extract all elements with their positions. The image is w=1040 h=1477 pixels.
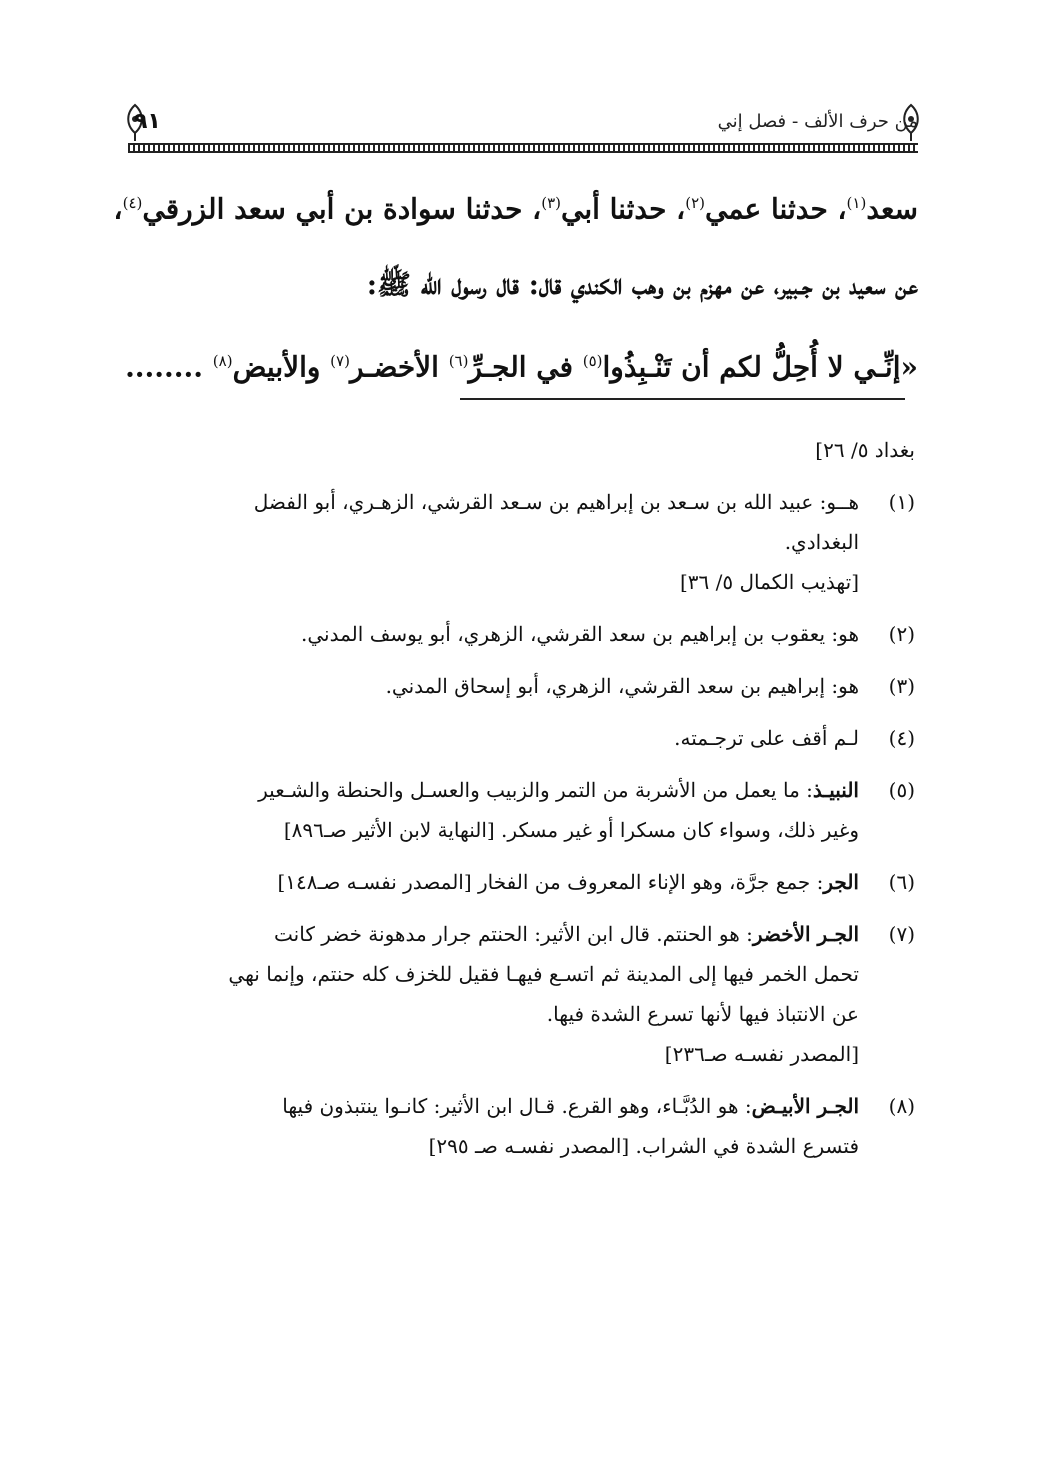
footnote-continuation: فتسرع الشدة في الشراب. [المصدر نفسـه صـ ٢٩٥] — [428, 1134, 859, 1158]
footnote-number: (٦) — [888, 870, 915, 894]
footnote-number: (١) — [888, 490, 915, 514]
main-line-2: عن سعيد بن جـبير، عن مهزم بن وهب الكندي قال: قال رسول الله ﷺ: — [366, 268, 918, 302]
footnote-3 — [130, 666, 915, 706]
footnote-text: هو: يعقوب بن إبراهيم بن سعد القرشي، الزهري، أبو يوسف المدني. — [301, 622, 859, 646]
footnote-text: : ما يعمل من الأشربة من التمر والزبيب والعسـل والحنطة والشـعير — [258, 778, 813, 802]
header-rule — [128, 143, 918, 153]
footnote-term: الجـر الأخضر — [752, 922, 859, 946]
footnote-8 — [130, 1086, 915, 1126]
footnote-number: (٨) — [888, 1094, 915, 1118]
footnote-continuation: البغدادي. — [784, 530, 859, 554]
main-text — [113, 165, 918, 406]
footnote-1 — [130, 482, 915, 522]
footnote-text: هــو: عبيد الله بن سـعد بن إبراهيم بن سـعد القرشي، الزهـري، أبو الفضل — [253, 490, 859, 514]
page-header — [128, 103, 918, 153]
footnote-separator — [460, 398, 905, 400]
footnote-text: : هو الحنتم. قال ابن الأثير: الحنتم جرار مدهونة خضر كانت — [274, 922, 753, 946]
footnote-continuation: تحمل الخمر فيها إلى المدينة ثم اتسـع فيهـا فقيل للخزف كله حنتم، وإنما نهي — [228, 962, 859, 986]
footnote-2 — [130, 614, 915, 654]
footnote-4 — [130, 718, 915, 758]
footnote-reference: [المصدر نفسـه صـ٢٣٦] — [664, 1042, 859, 1066]
footnote-text: لـم أقف على ترجـمته. — [674, 726, 859, 750]
footnote-reference: [تهذيب الكمال ٥/ ٣٦] — [679, 570, 859, 594]
footnote-7 — [130, 914, 915, 954]
footnote-term: النبيـذ — [812, 778, 859, 802]
footnote-number: (٥) — [888, 778, 915, 802]
footnote-continuation: عن الانتباذ فيها لأنها تسرع الشدة فيها. — [546, 1002, 859, 1026]
main-line-3: «إنِّـي لا أُحِلُّ لكم أن تَنْـبِذُوا$^{(٥)}$ في الجـرِّ$^{(٦)}$ الأخضـر$^{(٧)}$ والأبيض$^{(٨)}$ ........ — [125, 350, 918, 384]
footnote-preamble: بغداد ٥/ ٢٦] — [815, 438, 915, 462]
footnote-number: (٣) — [888, 674, 915, 698]
footnote-number: (٢) — [888, 622, 915, 646]
running-title: من حرف الألف - فصل إني — [717, 111, 918, 132]
footnotes — [130, 430, 915, 1166]
footnote-text: : هو الدُبَّـاء، وهو القرع. قـال ابن الأثير: كانـوا ينتبذون فيها — [282, 1094, 752, 1118]
footnote-5 — [130, 770, 915, 810]
page-number: ٩١ — [134, 109, 161, 134]
footnote-term: الجر — [823, 870, 859, 894]
footnote-text: هو: إبراهيم بن سعد القرشي، الزهري، أبو إسحاق المدني. — [385, 674, 859, 698]
footnote-number: (٤) — [888, 726, 915, 750]
footnote-continuation: وغير ذلك، وسواء كان مسكرا أو غير مسكر. [النهاية لابن الأثير صـ٨٩٦] — [283, 818, 859, 842]
footnote-term: الجـر الأبيـض — [751, 1094, 859, 1118]
main-line-1: سعد$^{(١)}$، حدثنا عمي$^{(٢)}$، حدثنا أبي$^{(٣)}$، حدثنا سوادة بن أبي سعد الزرقي$^{(٤)}$، — [113, 192, 918, 226]
footnote-6 — [130, 862, 915, 902]
footnote-number: (٧) — [888, 922, 915, 946]
footnote-text: : جمع جرَّة، وهو الإناء المعروف من الفخار [المصدر نفسـه صـ١٤٨] — [277, 870, 824, 894]
